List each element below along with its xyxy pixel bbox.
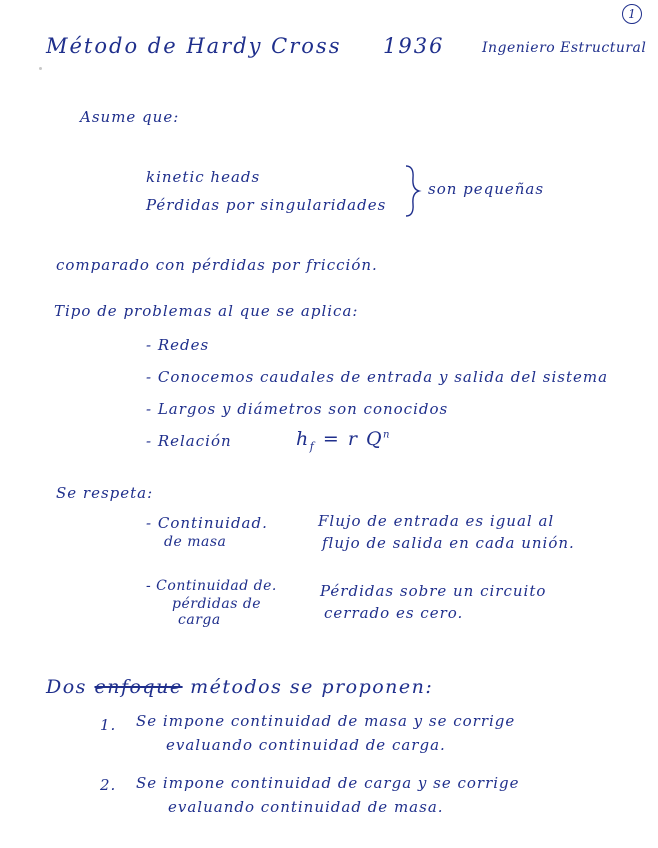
methods-heading — [46, 676, 433, 698]
mass-continuity-label: - Continuidad. — [146, 514, 268, 532]
problem-item: - Relación — [146, 432, 232, 450]
energy-continuity-label: - Continuidad de. — [146, 578, 277, 594]
energy-continuity-text-2: cerrado es cero. — [324, 604, 464, 622]
title-year: 1936 — [383, 34, 445, 58]
methods-heading-start: Dos — [46, 676, 87, 698]
method-1-number: 1. — [100, 716, 117, 734]
formula-rhs: = r Q — [315, 428, 384, 450]
mass-continuity-label-2: de masa — [164, 534, 227, 550]
energy-continuity-text: Pérdidas sobre un circuito — [320, 582, 547, 600]
comparison-text: comparado con pérdidas por fricción. — [56, 256, 378, 274]
page-number: 1 — [622, 4, 642, 24]
assumption-kinetic-heads: kinetic heads — [146, 168, 261, 186]
author-note: Ingeniero Estructural — [482, 40, 647, 56]
energy-continuity-label-3: carga — [178, 612, 221, 628]
energy-continuity-label-2: pérdidas de — [172, 596, 262, 612]
problem-item: - Conocemos caudales de entrada y salida del sistema — [146, 368, 609, 386]
mass-continuity-text: Flujo de entrada es igual al — [318, 512, 555, 530]
assumption-result: son pequeñas — [428, 180, 545, 198]
assumption-singular-losses: Pérdidas por singularidades — [146, 196, 387, 214]
method-2-text-2: evaluando continuidad de masa. — [168, 798, 444, 816]
crossed-out-word: enfoque — [94, 676, 183, 698]
page-title: Método de Hardy Cross — [46, 34, 342, 58]
mass-continuity-text-2: flujo de salida en cada unión. — [322, 534, 575, 552]
problems-heading: Tipo de problemas al que se aplica: — [54, 302, 359, 320]
curly-brace-icon — [404, 164, 422, 218]
method-2-text: Se impone continuidad de carga y se corrige — [136, 774, 520, 792]
formula-subscript: f — [309, 439, 316, 453]
problem-item: - Largos y diámetros son conocidos — [146, 400, 449, 418]
assume-heading: Asume que: — [80, 108, 180, 126]
method-2-number: 2. — [100, 776, 117, 794]
methods-heading-end: métodos se proponen: — [190, 676, 434, 698]
formula-head-loss: h — [296, 428, 310, 450]
method-1-text: Se impone continuidad de masa y se corrige — [136, 712, 516, 730]
relation-formula — [296, 428, 391, 453]
formula-exponent: n — [383, 429, 391, 441]
paper-speck — [39, 67, 42, 70]
respects-heading: Se respeta: — [56, 484, 154, 502]
method-1-text-2: evaluando continuidad de carga. — [166, 736, 446, 754]
problem-item: - Redes — [146, 336, 210, 354]
